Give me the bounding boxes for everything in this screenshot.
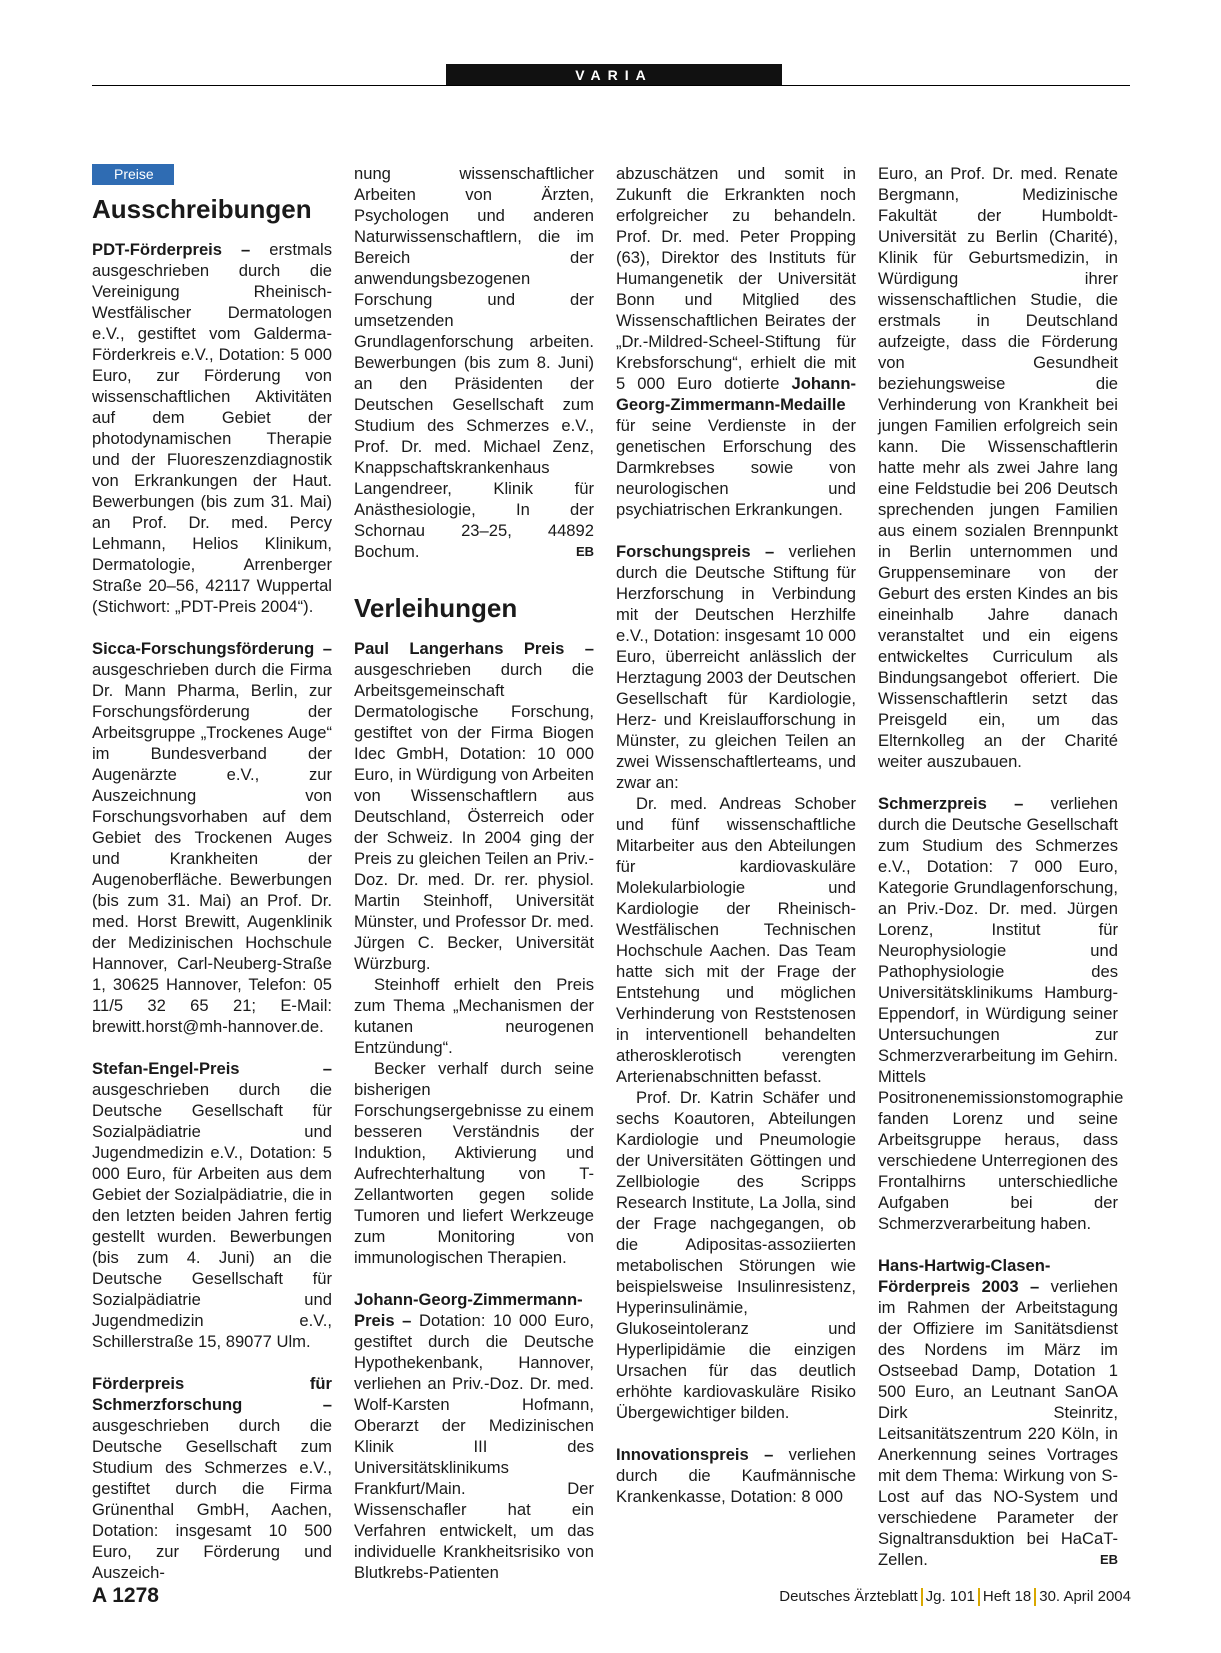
- issue: Heft 18: [982, 1588, 1032, 1605]
- column-2: [354, 163, 594, 1583]
- column-4: [878, 163, 1124, 1570]
- author-sig: EB: [1099, 1552, 1118, 1567]
- text: verliehen durch die Kaufmännische Krankenkasse, Dotation: 8 000: [616, 1445, 856, 1506]
- text: ausgeschrieben durch die Deutsche Gesellschaft für Sozialpädiatrie und Jugendmedizin e.V., Dotation: 5 000 Euro, für Arbeiten aus dem Gebiet der Sozialpädiatrie, die in den letzten beiden Jahren fertig gestellt wurden. Bewerbungen (bis zum 4. Juni) an die Deutsche Gesellschaft für Sozialpädiatrie und Jugendmedizin e.V., Schillerstraße 15, 89077 Ulm.: [92, 1080, 332, 1351]
- separator: [1034, 1588, 1036, 1606]
- journal-name: Deutsches Ärzteblatt: [779, 1588, 918, 1605]
- article-innovationspreis: [616, 1444, 856, 1507]
- article-innovationspreis-cont: Euro, an Prof. Dr. med. Renate Bergmann, Medizinische Fakultät der Humboldt-Universität zu Berlin (Charité), Klinik für Geburtsmedizin, in Würdigung ihrer wissenschaftlichen Studie, die erstmals in Deutschland aufzeigte, dass die Förderung von Gesundheit beziehungsweise die Verhinderung von Krankheit bei jungen Familien erfolgreich sein kann. Die Wissenschaftlerin hatte mehr als zwei Jahre lang eine Feldstudie bei 206 Deutsch sprechenden jungen Familien aus einem sozialen Brennpunkt in Berlin unternommen und Gruppenseminare von der Geburt des ersten Kindes an bis eineinhalb Jahre danach veranstaltet und ein eigens entwickeltes Curriculum als Bindungsangebot offeriert. Die Wissenschaftlerin setzt das Preisgeld ein, um das Elternkolleg an der Charité weiter auszubauen.: [878, 164, 1118, 771]
- article-sicca: [92, 638, 332, 1037]
- lead: Schmerzpreis –: [878, 794, 1024, 813]
- lead: Innovationspreis –: [616, 1445, 774, 1464]
- text: ausgeschrieben durch die Firma Dr. Mann Pharma, Berlin, zur Forschungsförderung der Arbeitsgruppe „Trockenes Auge“ im Bundesverband der Augenärzte e.V., zur Auszeichnung von Forschungsvorhaben auf dem Gebiet des Trockenen Auges und Krankheiten der Augenoberfläche. Bewerbungen (bis zum 31. Mai) an Prof. Dr. med. Horst Brewitt, Augenklinik der Medizinischen Hochschule Hannover, Carl-Neuberg-Straße 1, 30625 Hannover, Telefon: 05 11/5 32 65 21; E-Mail: brewitt.horst@mh-hannover.de.: [92, 660, 332, 1036]
- paragraph-schaefer: Prof. Dr. Katrin Schäfer und sechs Koautoren, Abteilungen Kardiologie und Pneumologie der Universitäten Göttingen und Zellbiologie des Scripps Research Institute, La Jolla, sind der Frage nachgegangen, ob die Adipositas-assoziierten metabolischen Störungen wie beispielsweise Insulinresistenz, Hyperinsulinämie, Glukoseintoleranz und Hyperlipidämie die einzigen Ursachen für das deutlich erhöhte kardiovaskuläre Risiko Übergewichtiger bilden.: [616, 1088, 856, 1422]
- text: Dotation: 10 000 Euro, gestiftet durch die Deutsche Hypothekenbank, Hannover, verliehen an Priv.-Doz. Dr. med. Wolf-Karsten Hofmann, Oberarzt der Medizinischen Klinik III des Universitätsklinikums Frankfurt/Main. Der Wissenschafler hat ein Verfahren entwickelt, um das individuelle Krankheitsrisiko von Blutkrebs-Patienten: [354, 1311, 594, 1582]
- text: verliehen durch die Deutsche Gesellschaft zum Studium des Schmerzes e.V., Dotation: 7 000 Euro, Kategorie Grundlagenforschung, an Priv.-Doz. Dr. med. Jürgen Lorenz, Institut für Neurophysiologie und Pathophysiologie des Universitätsklinikums Hamburg-Eppendorf, in Würdigung seiner Untersuchungen zur Schmerzverarbeitung im Gehirn. Mittels Positronenemissionstomographie fanden Lorenz und seine Arbeitsgruppe heraus, dass verschiedene Unterregionen des Frontalhirns unterschiedliche Aufgaben bei der Schmerzverarbeitung haben.: [878, 794, 1124, 1233]
- article-zimmermann-cont: [616, 163, 856, 520]
- text: abzuschätzen und somit in Zukunft die Erkrankten noch erfolgreicher zu behandeln. Prof. Dr. med. Peter Propping (63), Direktor des Instituts für Humangenetik der Universität Bonn und Mitglied des Wissenschaftlichen Beirates der „Dr.-Mildred-Scheel-Stiftung für Krebsforschung“, erhielt die mit 5 000 Euro dotierte: [616, 164, 856, 393]
- article-schmerzforschung: [92, 1373, 332, 1583]
- lead: PDT-Förderpreis –: [92, 240, 251, 259]
- lead: Johann-Georg-Zimmermann-Medaille: [616, 374, 856, 414]
- lead: Hans-Hartwig-Clasen-Förderpreis 2003 –: [878, 1256, 1051, 1296]
- lead: Forschungspreis –: [616, 542, 775, 561]
- header-rule: [92, 85, 1130, 86]
- article-langerhans: [354, 638, 594, 974]
- article-pdt: [92, 239, 332, 617]
- separator: [921, 1588, 923, 1606]
- text: nung wissenschaftlicher Arbeiten von Ärzten, Psychologen und anderen Naturwissenschaftlern, die im Bereich der anwendungsbezogenen Forschung und der umsetzenden Grundlagenforschung arbeiten. Bewerbungen (bis zum 8. Juni) an den Präsidenten der Deutschen Gesellschaft zum Studium des Schmerzes e.V., Prof. Dr. med. Michael Zenz, Knappschaftskrankenhaus Langendreer, Klinik für Anästhesiologie, In der Schornau 23–25, 44892 Bochum.: [354, 164, 594, 561]
- footer-citation: [779, 1588, 1131, 1606]
- heading-verleihungen: Verleihungen: [354, 593, 518, 623]
- article-stefan-engel: [92, 1058, 332, 1352]
- lead: Johann-Georg-Zimmermann-Preis –: [354, 1290, 583, 1330]
- lead: Sicca-Forschungsförderung –: [92, 639, 332, 658]
- article-schmerzpreis: [878, 793, 1124, 1234]
- column-1: [92, 163, 332, 1583]
- section-banner: VARIA: [446, 64, 782, 86]
- volume: Jg. 101: [925, 1588, 975, 1605]
- lead: Förderpreis für Schmerzforschung –: [92, 1374, 332, 1414]
- article-forschungspreis: [616, 541, 856, 793]
- article-zimmermann: [354, 1289, 594, 1583]
- separator: [978, 1588, 980, 1606]
- article-clasen: [878, 1255, 1118, 1570]
- rubrik-label: Preise: [92, 164, 174, 185]
- article-continuation: [354, 163, 594, 562]
- text: für seine Verdienste in der genetischen Erforschung des Darmkrebses sowie von neurologischen und psychiatrischen Erkrankungen.: [616, 416, 856, 519]
- page-number: A 1278: [92, 1584, 159, 1607]
- heading-ausschreibungen: Ausschreibungen: [92, 194, 312, 224]
- author-sig: EB: [575, 544, 594, 559]
- column-3: [616, 163, 856, 1507]
- issue-date: 30. April 2004: [1039, 1588, 1131, 1605]
- text: verliehen im Rahmen der Arbeitstagung der Offiziere im Sanitätsdienst des Nordens im März im Ostseebad Damp, Dotation 1 500 Euro, an Leutnant SanOA Dirk Steinritz, Leitsanitätszentrum 220 Köln, in Anerkennung seines Vortrages mit dem Thema: Wirkung von S-Lost auf das NO-System und verschiedene Parameter der Signaltransduktion bei HaCaT-Zellen.: [878, 1277, 1119, 1569]
- paragraph-steinhoff: Steinhoff erhielt den Preis zum Thema „Mechanismen der kutanen neurogenen Entzündung“.: [354, 975, 594, 1057]
- text: ausgeschrieben durch die Arbeitsgemeinschaft Dermatologische Forschung, gestiftet von der Firma Biogen Idec GmbH, Dotation: 10 000 Euro, in Würdigung von Arbeiten von Wissenschaftlern aus Deutschland, Österreich oder der Schweiz. In 2004 ging der Preis zu gleichen Teilen an Priv.-Doz. Dr. med. Dr. rer. physiol. Martin Steinhoff, Universität Münster, und Professor Dr. med. Jürgen C. Becker, Universität Würzburg.: [354, 660, 594, 973]
- lead: Stefan-Engel-Preis –: [92, 1059, 332, 1078]
- text: ausgeschrieben durch die Deutsche Gesellschaft zum Studium des Schmerzes e.V., gestiftet durch die Firma Grünenthal GmbH, Aachen, Dotation: insgesamt 10 500 Euro, zur Förderung und Auszeich-: [92, 1416, 332, 1582]
- paragraph-becker: Becker verhalf durch seine bisherigen Forschungsergebnisse zu einem besseren Verständnis der Induktion, Aktivierung und Aufrechterhaltung von T-Zellantworten gegen solide Tumoren und liefert Werkzeuge zum Monitoring von immunologischen Therapien.: [354, 1059, 594, 1267]
- lead: Paul Langerhans Preis –: [354, 639, 594, 658]
- text: erstmals ausgeschrieben durch die Vereinigung Rheinisch-Westfälischer Dermatologen e.V., gestiftet vom Galderma-Förderkreis e.V., Dotation: 5 000 Euro, zur Förderung von wissenschaftlichen Aktivitäten auf dem Gebiet der photodynamischen Therapie und der Fluoreszenzdiagnostik von Erkrankungen der Haut. Bewerbungen (bis zum 31. Mai) an Prof. Dr. med. Percy Lehmann, Helios Klinikum, Dermatologie, Arrenberger Straße 20–56, 42117 Wuppertal (Stichwort: „PDT-Preis 2004“).: [92, 240, 332, 616]
- text: verliehen durch die Deutsche Stiftung für Herzforschung in Verbindung mit der Deutschen Herzhilfe e.V., Dotation: insgesamt 10 000 Euro, überreicht anlässlich der Herztagung 2003 der Deutschen Gesellschaft für Kardiologie, Herz- und Kreislaufforschung in Münster, zu gleichen Teilen an zwei Wissenschaftlerteams, und zwar an:: [616, 542, 856, 792]
- paragraph-schober: Dr. med. Andreas Schober und fünf wissenschaftliche Mitarbeiter aus den Abteilungen für kardiovaskuläre Molekularbiologie und Kardiologie der Rheinisch-Westfälischen Technischen Hochschule Aachen. Das Team hatte sich mit der Frage der Entstehung und möglichen Verhinderung von Reststenosen in interventionell behandelten atherosklerotisch verengten Arterienabschnitten befasst.: [616, 794, 856, 1086]
